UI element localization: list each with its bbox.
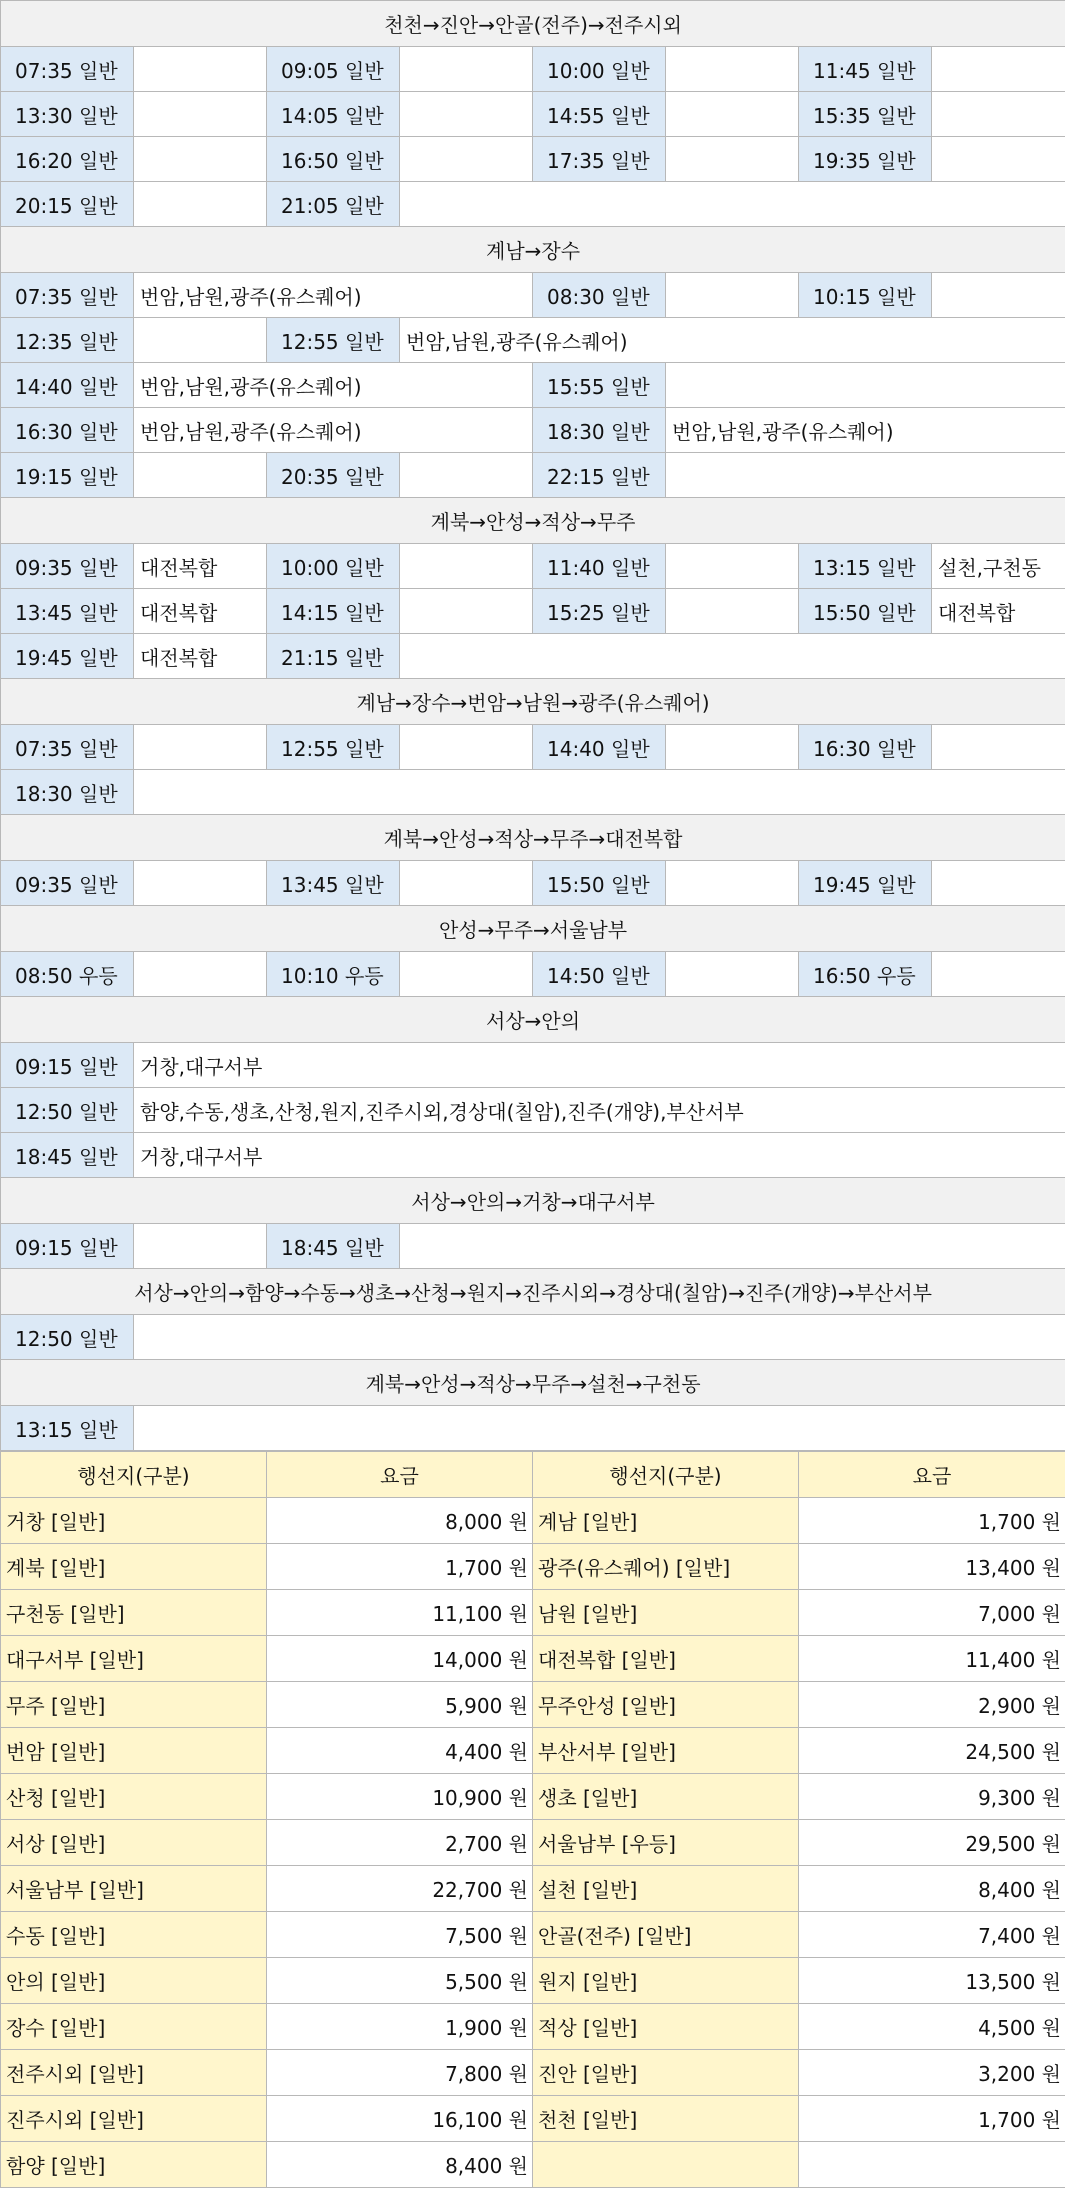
fare-destination: 무주안성 [일반] [533,1682,799,1728]
fare-price: 8,400 원 [799,1866,1065,1912]
fare-row [1,1912,1065,1958]
fare-row [1,1866,1065,1912]
fare-row [1,1636,1065,1682]
fare-price: 9,300 원 [799,1774,1065,1820]
departure-row [1,273,1065,318]
departure-time: 11:45 일반 [799,47,932,92]
fare-destination: 안골(전주) [일반] [533,1912,799,1958]
departure-via: 번암,남원,광주(유스퀘어) [134,363,533,408]
departure-time: 08:50 우등 [1,952,134,997]
fare-row [1,1682,1065,1728]
departure-via [134,1406,1065,1451]
departure-time: 14:55 일반 [533,92,666,137]
departure-via [666,589,799,634]
departure-via [666,544,799,589]
fare-destination: 수동 [일반] [1,1912,267,1958]
departure-time: 12:35 일반 [1,318,134,363]
departure-time: 09:35 일반 [1,861,134,906]
fare-price: 1,700 원 [267,1544,533,1590]
fare-destination: 원지 [일반] [533,1958,799,2004]
departure-time: 13:45 일반 [267,861,400,906]
departure-time: 19:15 일반 [1,453,134,498]
departure-time: 10:00 일반 [267,544,400,589]
fare-destination [533,2142,799,2188]
fare-price: 29,500 원 [799,1820,1065,1866]
departure-via [400,453,533,498]
fare-destination: 부산서부 [일반] [533,1728,799,1774]
fare-destination: 구천동 [일반] [1,1590,267,1636]
departure-via [666,273,799,318]
fare-destination: 산청 [일반] [1,1774,267,1820]
departure-via [400,137,533,182]
fare-price: 11,400 원 [799,1636,1065,1682]
departure-via [400,1224,1065,1269]
departure-via: 번암,남원,광주(유스퀘어) [666,408,1065,453]
fare-header-row [1,1452,1065,1498]
fare-header-dest: 행선지(구분) [533,1452,799,1498]
departure-via: 거창,대구서부 [134,1043,1065,1088]
departure-row [1,952,1065,997]
departure-row [1,318,1065,363]
departure-time: 18:30 일반 [1,770,134,815]
fare-destination: 안의 [일반] [1,1958,267,2004]
departure-row [1,408,1065,453]
fare-destination: 진주시외 [일반] [1,2096,267,2142]
departure-via [134,453,267,498]
fare-body [1,1498,1065,2188]
departure-via: 설천,구천동 [932,544,1065,589]
departure-via: 번암,남원,광주(유스퀘어) [134,408,533,453]
departure-row [1,1043,1065,1088]
route-title: 서상→안의→함양→수동→생초→산청→원지→진주시외→경상대(칠암)→진주(개양)→부산서부 [1,1269,1065,1315]
fare-price: 7,800 원 [267,2050,533,2096]
departure-via [134,182,267,227]
departure-time: 16:50 일반 [267,137,400,182]
departure-row [1,1133,1065,1178]
departure-via [134,92,267,137]
departure-via [400,544,533,589]
departure-time: 07:35 일반 [1,273,134,318]
departure-via: 번암,남원,광주(유스퀘어) [400,318,1065,363]
route-title: 계북→안성→적상→무주 [1,498,1065,544]
route-title: 안성→무주→서울남부 [1,906,1065,952]
departure-row [1,92,1065,137]
fare-price: 8,400 원 [267,2142,533,2188]
fare-price: 2,900 원 [799,1682,1065,1728]
departure-via [134,952,267,997]
fare-row [1,2004,1065,2050]
fare-destination: 광주(유스퀘어) [일반] [533,1544,799,1590]
fare-destination: 대전복합 [일반] [533,1636,799,1682]
fare-destination: 진안 [일반] [533,2050,799,2096]
departure-via [134,861,267,906]
departure-via [666,92,799,137]
fare-price [799,2142,1065,2188]
departure-via [666,952,799,997]
fare-price: 22,700 원 [267,1866,533,1912]
fare-price: 16,100 원 [267,2096,533,2142]
departure-time: 21:05 일반 [267,182,400,227]
departure-time: 16:20 일반 [1,137,134,182]
fare-price: 2,700 원 [267,1820,533,1866]
departure-time: 14:40 일반 [1,363,134,408]
departure-time: 20:35 일반 [267,453,400,498]
departure-via [400,725,533,770]
departure-via [932,725,1065,770]
fare-row [1,1544,1065,1590]
fare-price: 7,400 원 [799,1912,1065,1958]
fare-destination: 번암 [일반] [1,1728,267,1774]
route-title-row [1,906,1065,952]
departure-time: 10:10 우등 [267,952,400,997]
departure-time: 13:45 일반 [1,589,134,634]
route-title: 계남→장수→번암→남원→광주(유스퀘어) [1,679,1065,725]
fare-row [1,2096,1065,2142]
departure-via [932,137,1065,182]
fare-row [1,1728,1065,1774]
route-title-row [1,1,1065,47]
departure-via: 거창,대구서부 [134,1133,1065,1178]
departure-row [1,1088,1065,1133]
departure-via [400,634,1065,679]
departure-time: 14:15 일반 [267,589,400,634]
departure-time: 08:30 일반 [533,273,666,318]
departure-time: 16:30 일반 [1,408,134,453]
fare-price: 1,700 원 [799,1498,1065,1544]
departure-time: 10:15 일반 [799,273,932,318]
fare-header-price: 요금 [267,1452,533,1498]
fare-destination: 서울남부 [우등] [533,1820,799,1866]
departure-via: 번암,남원,광주(유스퀘어) [134,273,533,318]
fare-destination: 계남 [일반] [533,1498,799,1544]
fare-row [1,1958,1065,2004]
fare-row [1,1498,1065,1544]
departure-time: 18:30 일반 [533,408,666,453]
fare-price: 7,000 원 [799,1590,1065,1636]
departure-via [134,725,267,770]
fare-destination: 대구서부 [일반] [1,1636,267,1682]
departure-time: 14:05 일반 [267,92,400,137]
fare-destination: 적상 [일반] [533,2004,799,2050]
departure-via: 대전복합 [134,544,267,589]
departure-time: 18:45 일반 [267,1224,400,1269]
departure-via [666,363,1065,408]
departure-time: 15:25 일반 [533,589,666,634]
departure-via [134,1224,267,1269]
departure-via [400,952,533,997]
departure-time: 13:15 일반 [1,1406,134,1451]
departure-via [134,137,267,182]
fare-destination: 남원 [일반] [533,1590,799,1636]
fare-table [0,1451,1065,2188]
fare-price: 5,500 원 [267,1958,533,2004]
fare-price: 7,500 원 [267,1912,533,1958]
departure-time: 15:50 일반 [799,589,932,634]
departure-via [666,47,799,92]
departure-via [666,861,799,906]
route-title-row [1,1269,1065,1315]
departure-via [400,47,533,92]
route-title: 계북→안성→적상→무주→대전복합 [1,815,1065,861]
departure-via: 대전복합 [932,589,1065,634]
fare-price: 13,500 원 [799,1958,1065,2004]
route-title: 계북→안성→적상→무주→설천→구천동 [1,1360,1065,1406]
fare-price: 11,100 원 [267,1590,533,1636]
departure-time: 11:40 일반 [533,544,666,589]
route-title-row [1,1360,1065,1406]
fare-price: 1,700 원 [799,2096,1065,2142]
departure-row [1,589,1065,634]
departure-row [1,47,1065,92]
fare-price: 4,400 원 [267,1728,533,1774]
fare-destination: 무주 [일반] [1,1682,267,1728]
fare-header-dest: 행선지(구분) [1,1452,267,1498]
route-title-row [1,227,1065,273]
departure-via [400,92,533,137]
fare-destination: 천천 [일반] [533,2096,799,2142]
fare-destination: 생초 [일반] [533,1774,799,1820]
departure-time: 09:05 일반 [267,47,400,92]
route-title: 서상→안의 [1,997,1065,1043]
departure-via [400,182,1065,227]
route-title-row [1,815,1065,861]
fare-destination: 설천 [일반] [533,1866,799,1912]
departure-time: 16:50 우등 [799,952,932,997]
departure-time: 22:15 일반 [533,453,666,498]
departure-row [1,544,1065,589]
route-title-row [1,679,1065,725]
departure-time: 19:45 일반 [1,634,134,679]
fare-row [1,1820,1065,1866]
departure-time: 13:15 일반 [799,544,932,589]
fare-price: 10,900 원 [267,1774,533,1820]
fare-destination: 함양 [일반] [1,2142,267,2188]
route-title-row [1,1178,1065,1224]
departure-via [666,137,799,182]
fare-price: 5,900 원 [267,1682,533,1728]
timetable-body [1,1,1065,1451]
fare-header-price: 요금 [799,1452,1065,1498]
departure-time: 10:00 일반 [533,47,666,92]
fare-price: 14,000 원 [267,1636,533,1682]
departure-time: 12:50 일반 [1,1315,134,1360]
fare-price: 8,000 원 [267,1498,533,1544]
fare-price: 24,500 원 [799,1728,1065,1774]
fare-destination: 거창 [일반] [1,1498,267,1544]
departure-via [932,273,1065,318]
departure-via [932,952,1065,997]
departure-time: 14:40 일반 [533,725,666,770]
departure-via [134,770,1065,815]
departure-time: 13:30 일반 [1,92,134,137]
departure-time: 18:45 일반 [1,1133,134,1178]
departure-time: 19:45 일반 [799,861,932,906]
departure-row [1,861,1065,906]
departure-time: 21:15 일반 [267,634,400,679]
fare-price: 1,900 원 [267,2004,533,2050]
departure-time: 16:30 일반 [799,725,932,770]
route-title: 서상→안의→거창→대구서부 [1,1178,1065,1224]
fare-row [1,2050,1065,2096]
departure-via [932,47,1065,92]
departure-row [1,1406,1065,1451]
departure-time: 12:55 일반 [267,318,400,363]
departure-row [1,453,1065,498]
departure-via [666,453,1065,498]
fare-destination: 계북 [일반] [1,1544,267,1590]
fare-row [1,2142,1065,2188]
departure-via [400,589,533,634]
departure-row [1,770,1065,815]
departure-time: 19:35 일반 [799,137,932,182]
fare-row [1,1590,1065,1636]
departure-row [1,1315,1065,1360]
departure-time: 17:35 일반 [533,137,666,182]
departure-time: 12:55 일반 [267,725,400,770]
fare-destination: 장수 [일반] [1,2004,267,2050]
departure-time: 09:15 일반 [1,1224,134,1269]
route-title-row [1,997,1065,1043]
departure-time: 07:35 일반 [1,725,134,770]
departure-via [932,861,1065,906]
departure-time: 07:35 일반 [1,47,134,92]
departure-row [1,1224,1065,1269]
departure-via: 대전복합 [134,634,267,679]
departure-time: 15:50 일반 [533,861,666,906]
route-title: 계남→장수 [1,227,1065,273]
fare-destination: 전주시외 [일반] [1,2050,267,2096]
departure-via [932,92,1065,137]
fare-row [1,1774,1065,1820]
departure-via: 함양,수동,생초,산청,원지,진주시외,경상대(칠암),진주(개양),부산서부 [134,1088,1065,1133]
departure-row [1,182,1065,227]
departure-via: 대전복합 [134,589,267,634]
route-title: 천천→진안→안골(전주)→전주시외 [1,1,1065,47]
departure-row [1,137,1065,182]
departure-via [666,725,799,770]
fare-price: 4,500 원 [799,2004,1065,2050]
departure-via [134,47,267,92]
departure-time: 15:35 일반 [799,92,932,137]
departure-via [134,1315,1065,1360]
route-title-row [1,498,1065,544]
departure-time: 09:35 일반 [1,544,134,589]
departure-time: 09:15 일반 [1,1043,134,1088]
departure-via [400,861,533,906]
departure-via [134,318,267,363]
departure-time: 14:50 일반 [533,952,666,997]
departure-row [1,634,1065,679]
departure-time: 12:50 일반 [1,1088,134,1133]
departure-row [1,363,1065,408]
departure-time: 20:15 일반 [1,182,134,227]
fare-destination: 서상 [일반] [1,1820,267,1866]
departure-time: 15:55 일반 [533,363,666,408]
fare-price: 3,200 원 [799,2050,1065,2096]
fare-destination: 서울남부 [일반] [1,1866,267,1912]
fare-price: 13,400 원 [799,1544,1065,1590]
departure-row [1,725,1065,770]
